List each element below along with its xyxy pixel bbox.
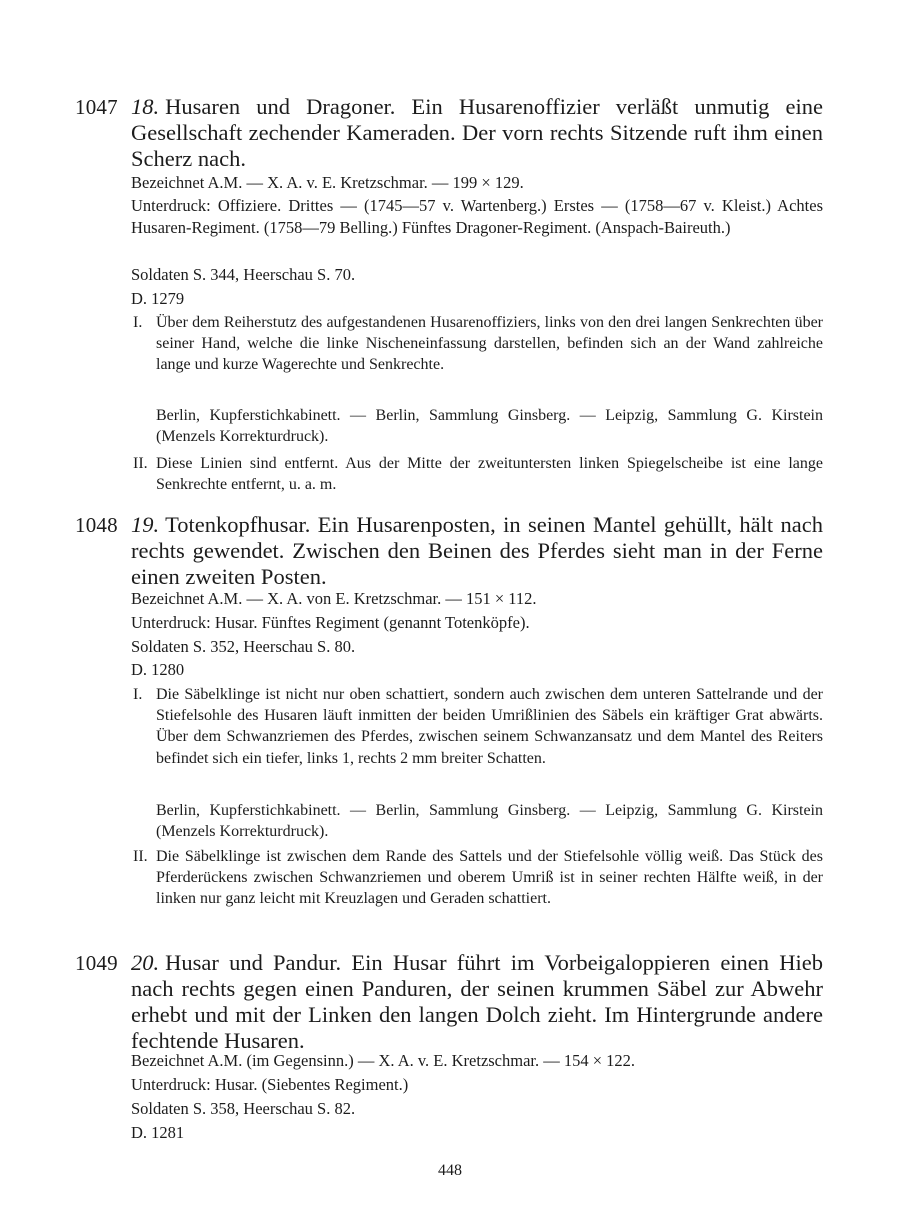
state-text: Diese Linien sind entfernt. Aus der Mitte der zweituntersten linken Spiegelscheibe ist eine lange Senkrechte entfernt, u. a. m. xyxy=(156,455,823,494)
state-text: Die Säbelklinge ist zwischen dem Rande des Sattels und der Stiefelsohle völlig weiß. Das Stück des Pferderückens zwischen Schwanzriemen und oberem Umriß ist in seiner rechten Hälfte weiß, in der linken nur ganz leicht mit Kreuzlagen und Geraden schattiert. xyxy=(156,848,823,908)
underprint-line: Unterdruck: Husar. (Siebentes Regiment.) xyxy=(131,1075,409,1094)
soldaten-line: Soldaten S. 358, Heerschau S. 82. xyxy=(131,1099,356,1118)
collections-line: Berlin, Kupferstichkabinett. — Berlin, Sammlung Ginsberg. — Leipzig, Sammlung G. Kirstein (Menzels Korrekturdruck). xyxy=(156,407,823,446)
signature-line: Bezeichnet A.M. — X. A. v. E. Kretzschmar. — 199 × 129. xyxy=(131,173,524,192)
state-text: Die Säbelklinge ist nicht nur oben schattiert, sondern auch zwischen dem unteren Sattelrande und der Stiefelsohle des Husaren läuft inmitten der beiden Umrißlinien des Säbels ein kräftiger Grat abwärts. Über dem Schwanzriemen des Pferdes, zwischen seinem Schwanzansatz und dem Mantel des Reiters befindet sich ein tiefer, links 1, rechts 2 mm breiter Schatten. xyxy=(156,686,823,767)
underprint-line: Unterdruck: Offiziere. Drittes — (1745—57 v. Wartenberg.) Erstes — (1758—67 v. Kleist.) Achtes Husaren-Regiment. (1758—79 Belling.) Fünftes Dragoner-Regiment. (Anspach-Baireuth.) xyxy=(131,196,823,237)
entry-heading xyxy=(131,94,823,172)
entry-number: 1047 xyxy=(75,95,118,119)
entry-index: 18. xyxy=(131,94,160,119)
entry-index: 19. xyxy=(131,512,160,537)
d-reference: D. 1279 xyxy=(131,289,185,308)
underprint-line: Unterdruck: Husar. Fünftes Regiment (genannt Totenköpfe). xyxy=(131,613,530,632)
soldaten-line: Soldaten S. 352, Heerschau S. 80. xyxy=(131,637,356,656)
d-reference: D. 1280 xyxy=(131,660,185,679)
entry-heading xyxy=(131,512,823,590)
page-number: 448 xyxy=(438,1162,462,1179)
state-label: II. xyxy=(133,848,148,865)
state-I xyxy=(133,312,823,376)
entry-number: 1048 xyxy=(75,513,118,537)
state-II xyxy=(133,453,823,495)
state-label: I. xyxy=(133,314,143,331)
entry-heading xyxy=(131,950,823,1054)
entry-number: 1049 xyxy=(75,951,118,975)
entry-title: Totenkopfhusar. Ein Husarenposten, in seinen Mantel gehüllt, hält nach rechts gewendet. Zwischen den Beinen des Pferdes sieht man in der Ferne einen zweiten Posten. xyxy=(131,512,823,589)
signature-line: Bezeichnet A.M. — X. A. von E. Kretzschmar. — 151 × 112. xyxy=(131,589,537,608)
entry-title: Husar und Pandur. Ein Husar führt im Vorbeigaloppieren einen Hieb nach rechts gegen einen Panduren, der seinen krummen Säbel zur Abwehr erhebt und mit der Linken den langen Dolch zieht. Im Hintergrunde andere fechtende Husaren. xyxy=(131,950,823,1053)
state-II xyxy=(133,846,823,910)
state-I xyxy=(133,684,823,769)
state-label: I. xyxy=(133,686,143,703)
collections-line: Berlin, Kupferstichkabinett. — Berlin, Sammlung Ginsberg. — Leipzig, Sammlung G. Kirstein (Menzels Korrekturdruck). xyxy=(156,802,823,841)
entry-index: 20. xyxy=(131,950,160,975)
entry-title: Husaren und Dragoner. Ein Husarenoffizier verläßt unmutig eine Gesellschaft zechender Kameraden. Der vorn rechts Sitzende ruft ihm einen Scherz nach. xyxy=(131,94,823,171)
soldaten-line: Soldaten S. 344, Heerschau S. 70. xyxy=(131,265,356,284)
d-reference: D. 1281 xyxy=(131,1123,185,1142)
state-label: II. xyxy=(133,455,148,472)
signature-line: Bezeichnet A.M. (im Gegensinn.) — X. A. v. E. Kretzschmar. — 154 × 122. xyxy=(131,1051,636,1070)
state-text: Über dem Reiherstutz des aufgestandenen Husarenoffiziers, links von den drei langen Senkrechten über seiner Hand, welche die linke Nischeneinfassung darstellen, befinden sich an der Wand zahlreiche lange und kurze Wagerechte und Senkrechte. xyxy=(156,314,823,374)
